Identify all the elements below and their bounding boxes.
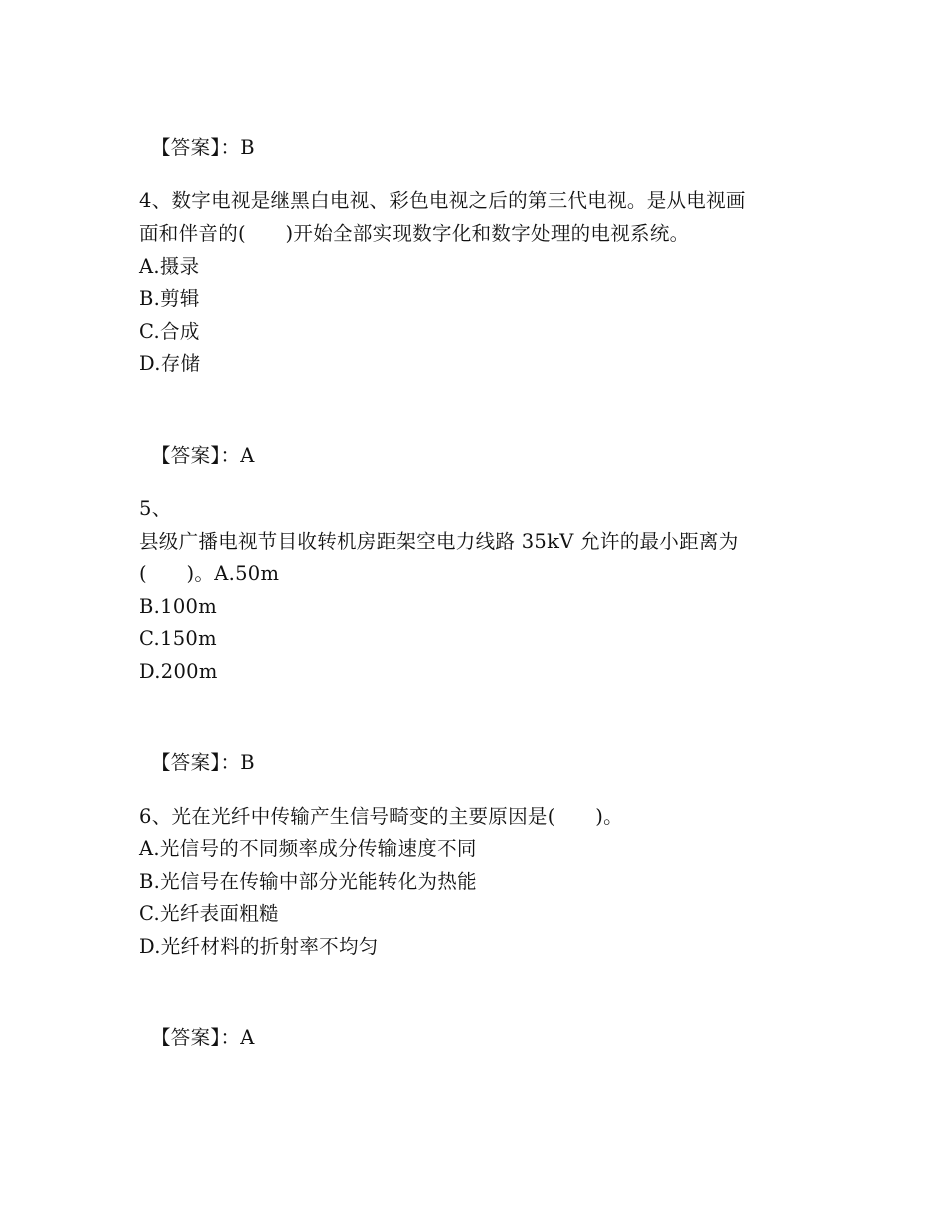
option-c: C.合成 (139, 320, 200, 343)
option-a: A.光信号的不同频率成分传输速度不同 (139, 837, 477, 860)
question-stem-line: 县级广播电视节目收转机房距架空电力线路 35kV 允许的最小距离为 (139, 530, 739, 553)
option-d: D.存储 (139, 352, 201, 375)
answer-value: B (240, 751, 255, 774)
option-c: C.150m (139, 627, 217, 650)
question-stem-line: 面和伴音的( )开始全部实现数字化和数字处理的电视系统。 (139, 222, 690, 245)
question-stem-line: 6、光在光纤中传输产生信号畸变的主要原因是( )。 (139, 805, 623, 828)
answer-label: 【答案】： (151, 751, 241, 774)
option-b: B.剪辑 (139, 287, 200, 310)
answer-value: A (240, 1026, 255, 1049)
option-b: B.100m (139, 595, 218, 618)
answer-line (138, 999, 255, 1051)
option-d: D.光纤材料的折射率不均匀 (139, 935, 379, 958)
option-c: C.光纤表面粗糙 (139, 902, 279, 925)
question-stem-line: ( )。A.50m (139, 562, 280, 585)
answer-value: A (240, 444, 255, 467)
option-b: B.光信号在传输中部分光能转化为热能 (139, 870, 477, 893)
answer-line (138, 724, 255, 776)
answer-label: 【答案】： (151, 1026, 241, 1049)
answer-value: B (240, 136, 255, 159)
option-d: D.200m (139, 660, 218, 683)
answer-label: 【答案】： (151, 444, 241, 467)
question-stem-line: 5、 (139, 497, 172, 520)
question-stem-line: 4、数字电视是继黑白电视、彩色电视之后的第三代电视。是从电视画 (139, 189, 746, 212)
answer-label: 【答案】： (151, 136, 241, 159)
answer-line (138, 417, 255, 469)
option-a: A.摄录 (139, 255, 200, 278)
answer-line (138, 109, 255, 161)
